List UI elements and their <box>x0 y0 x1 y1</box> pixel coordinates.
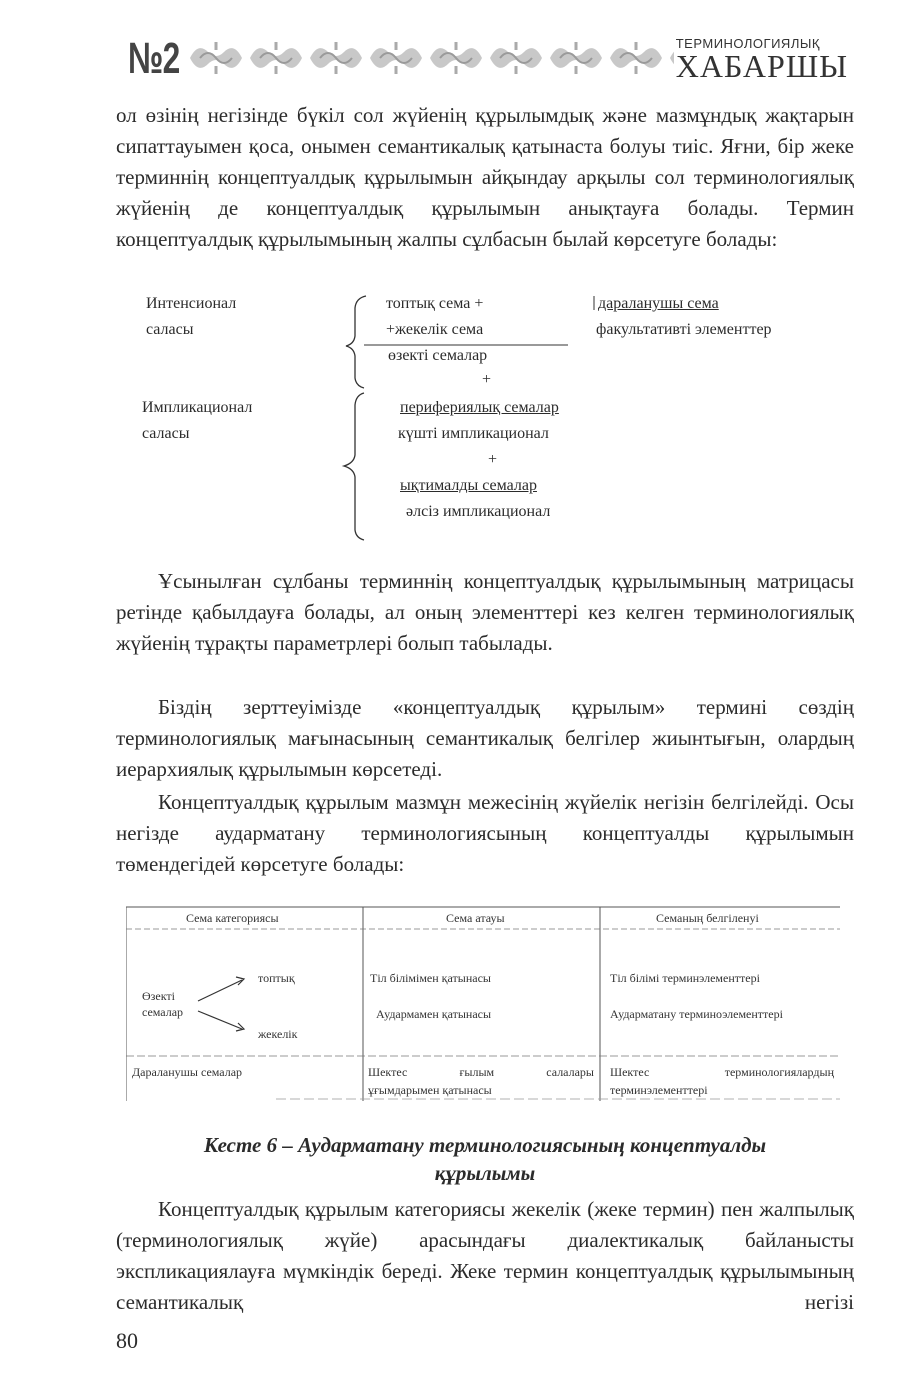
paragraph-1: ол өзінің негізінде бүкіл сол жүйенің құрылымдық және мазмұндық жақтарын сипаттауымен қоса, онымен семантикалық қатынаста болуы тиіс. Яғни, бір жеке терминнің концептуалдық құрылымын айқындау арқылы сол терминологиялық жүйенің де концептуалдық құрылымын анықтауға болады. Термин концептуалдық құрылымының жалпы сұлбасын былай көрсетуге болады: <box>116 103 854 251</box>
name-linguistics: Тіл білімімен қатынасы <box>370 971 491 985</box>
strong-implicational: күшті импликационал <box>398 425 549 442</box>
row2-mark-line2: терминэлементтері <box>610 1083 708 1097</box>
journal-title-small: ТЕРМИНОЛОГИЯЛЫҚ <box>675 36 820 51</box>
implicational-label-1: Импликационал <box>142 399 253 416</box>
issue-number: №2 <box>128 34 180 83</box>
core-label-2: семалар <box>142 1005 184 1019</box>
peripheral-semes: перифериялық семалар <box>400 399 559 416</box>
group-sema: топтық сема + <box>386 295 484 312</box>
differentiating-sema: дараланушы сема <box>598 295 719 312</box>
core-label-1: Өзекті <box>142 989 175 1003</box>
implicational-label-2: саласы <box>142 425 190 442</box>
row2-name-line2: ұғымдарымен қатынасы <box>368 1083 492 1097</box>
schema-plus-2: + <box>488 451 498 468</box>
weak-implicational: әлсіз импликационал <box>406 503 551 520</box>
individual-sema: +жекелік сема <box>386 321 484 338</box>
group-label: топтық <box>258 971 295 985</box>
concept-table <box>126 905 840 1101</box>
table-caption-line1: Кесте 6 – Аударматану терминологиясының концептуалды <box>203 1133 767 1157</box>
paragraph-5: Концептуалдық құрылым категориясы жекелік (жеке термин) пен жалпылық (терминологиялық жүйе) арасындағы диалектикалық байланысты экспликациялауға мүмкіндік береді. Жеке термин концептуалдық құрылымының семантикалық негізі <box>116 1197 854 1314</box>
mark-linguistics: Тіл білімі терминэлементтері <box>610 971 760 985</box>
name-translation: Аудармамен қатынасы <box>376 1007 492 1021</box>
probable-semes: ықтималды семалар <box>400 477 537 494</box>
paragraph-2: Ұсынылған сұлбаны терминнің концептуалдық құрылымының матрицасы ретінде қабылдауға болады, ал оның элементтері кез келген терминологиялық жүйенің тұрақты параметрлері болып табылады. <box>116 569 854 655</box>
row2-category: Дараланушы семалар <box>132 1065 243 1079</box>
paragraph-4: Концептуалдық құрылым мазмұн межесінің жүйелік негізін белгілейді. Осы негізде аударматану терминологиясының концептуалды құрылымын төмендегідей көрсетуге болады: <box>116 790 854 876</box>
row2-name-line1: Шектес ғылым салалары <box>368 1065 594 1079</box>
table-caption-line2: құрылымы <box>434 1161 536 1185</box>
paragraph-3: Біздің зерттеуімізде «концептуалдық құрылым» термині сөздің терминологиялық мағынасының семантикалық белгілер жиынтығын, олардың иерархиялық құрылымын көрсетеді. <box>116 695 854 781</box>
table-header-category: Сема категориясы <box>186 911 279 925</box>
intensional-label-2: саласы <box>146 321 194 338</box>
journal-title-big: ХАБАРШЫ <box>675 48 848 84</box>
row2-mark-line1: Шектес терминологиялардың <box>610 1065 834 1079</box>
optional-elements: факультативті элементтер <box>596 321 772 338</box>
mark-translation: Аударматану терминоэлементтері <box>610 1007 783 1021</box>
table-header-mark: Семаның белгіленуі <box>656 911 759 925</box>
table-header-name: Сема атауы <box>446 911 505 925</box>
intensional-label-1: Интенсионал <box>146 295 237 312</box>
core-semes: өзекті семалар <box>388 347 488 364</box>
page-number: 80 <box>116 1328 138 1353</box>
individual-label: жекелік <box>258 1027 298 1041</box>
schema-plus-1: + <box>482 371 492 388</box>
